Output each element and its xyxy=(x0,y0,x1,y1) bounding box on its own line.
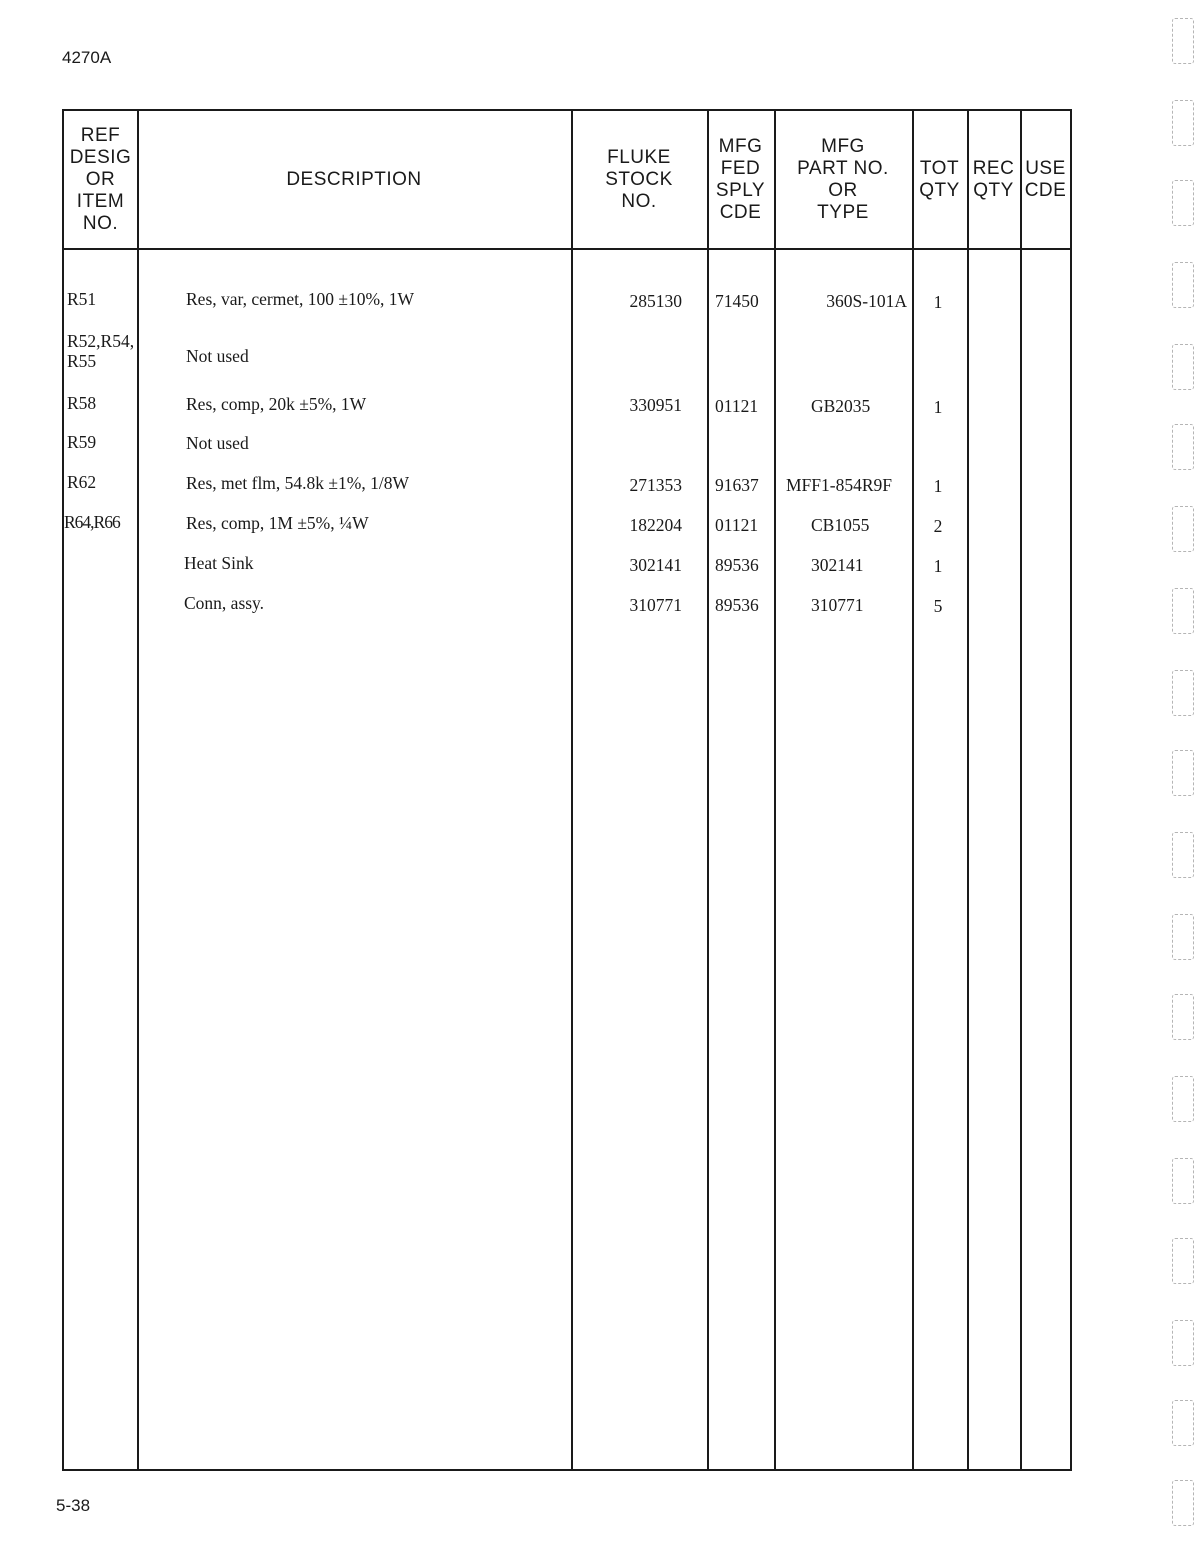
binder-tab-mark xyxy=(1172,1320,1194,1366)
row-tot-qty: 5 xyxy=(933,596,943,616)
header-ref-desig: REF DESIG OR ITEM NO. xyxy=(69,124,132,234)
binder-tab-mark xyxy=(1172,1400,1194,1446)
binder-tab-mark xyxy=(1172,994,1194,1040)
row-description: Heat Sink xyxy=(184,553,254,573)
header-rule xyxy=(64,248,1070,250)
column-divider xyxy=(571,111,573,1469)
column-divider xyxy=(967,111,969,1469)
row-tot-qty: 1 xyxy=(933,397,943,417)
row-tot-qty: 1 xyxy=(933,476,943,496)
binder-tab-mark xyxy=(1172,914,1194,960)
row-fed-code: 91637 xyxy=(715,475,759,495)
row-fed-code: 01121 xyxy=(715,515,759,535)
row-stock-no: 310771 xyxy=(629,595,682,615)
row-stock-no: 271353 xyxy=(629,475,682,495)
row-part-no: CB1055 xyxy=(811,515,870,535)
page-number: 5-38 xyxy=(56,1496,91,1515)
model-number: 4270A xyxy=(62,48,112,67)
column-divider xyxy=(707,111,709,1469)
parts-list-table xyxy=(62,109,1072,1471)
row-ref: R62 xyxy=(67,472,97,492)
row-part-no: 310771 xyxy=(811,595,864,615)
column-divider xyxy=(137,111,139,1469)
binder-tab-mark xyxy=(1172,832,1194,878)
row-part-no: 360S-101A xyxy=(826,291,907,311)
row-ref: R58 xyxy=(67,393,97,413)
header-mfg-part-no: MFG PART NO. OR TYPE xyxy=(797,135,889,223)
binder-tab-mark xyxy=(1172,670,1194,716)
row-fed-code: 01121 xyxy=(715,396,759,416)
row-fed-code: 89536 xyxy=(715,595,759,615)
row-part-no: 302141 xyxy=(811,555,864,575)
row-description: Not used xyxy=(186,433,249,453)
row-stock-no: 182204 xyxy=(629,515,682,535)
header-mfg-fed-sply-cde: MFG FED SPLY CDE xyxy=(715,135,766,223)
binder-tab-mark xyxy=(1172,1238,1194,1284)
row-description: Conn, assy. xyxy=(184,593,265,613)
row-tot-qty: 1 xyxy=(933,556,943,576)
binder-tab-mark xyxy=(1172,100,1194,146)
column-divider xyxy=(912,111,914,1469)
binder-tab-mark xyxy=(1172,588,1194,634)
header-use-cde: USE CDE xyxy=(1024,157,1067,201)
row-stock-no: 302141 xyxy=(629,555,682,575)
row-description: Res, comp, 20k ±5%, 1W xyxy=(186,394,367,414)
row-tot-qty: 1 xyxy=(933,292,943,312)
row-ref: R52,R54, R55 xyxy=(67,331,135,371)
row-description: Res, var, cermet, 100 ±10%, 1W xyxy=(186,289,415,309)
binder-tab-mark xyxy=(1172,18,1194,64)
row-description: Res, comp, 1M ±5%, ¼W xyxy=(186,513,369,533)
header-rec-qty: REC QTY xyxy=(972,157,1015,201)
row-part-no: MFF1-854R9F xyxy=(786,475,893,495)
binder-tab-mark xyxy=(1172,262,1194,308)
binder-tab-mark xyxy=(1172,1158,1194,1204)
header-description: DESCRIPTION xyxy=(286,168,422,190)
binder-tab-mark xyxy=(1172,1076,1194,1122)
row-stock-no: 285130 xyxy=(629,291,682,311)
binder-tab-mark xyxy=(1172,1480,1194,1526)
row-ref: R51 xyxy=(67,289,97,309)
row-stock-no: 330951 xyxy=(629,395,682,415)
row-ref: R59 xyxy=(67,432,97,452)
header-fluke-stock-no: FLUKE STOCK NO. xyxy=(605,146,673,212)
column-divider xyxy=(774,111,776,1469)
binder-tab-mark xyxy=(1172,424,1194,470)
row-description: Not used xyxy=(186,346,249,366)
binder-tab-mark xyxy=(1172,180,1194,226)
row-description: Res, met flm, 54.8k ±1%, 1/8W xyxy=(186,473,409,493)
row-part-no: GB2035 xyxy=(811,396,871,416)
row-fed-code: 89536 xyxy=(715,555,759,575)
header-tot-qty: TOT QTY xyxy=(919,157,960,201)
row-tot-qty: 2 xyxy=(933,516,943,536)
row-fed-code: 71450 xyxy=(715,291,759,311)
binder-tab-mark xyxy=(1172,344,1194,390)
binder-tab-mark xyxy=(1172,506,1194,552)
column-divider xyxy=(1020,111,1022,1469)
row-ref: R64,R66 xyxy=(64,512,120,532)
binder-tab-mark xyxy=(1172,750,1194,796)
